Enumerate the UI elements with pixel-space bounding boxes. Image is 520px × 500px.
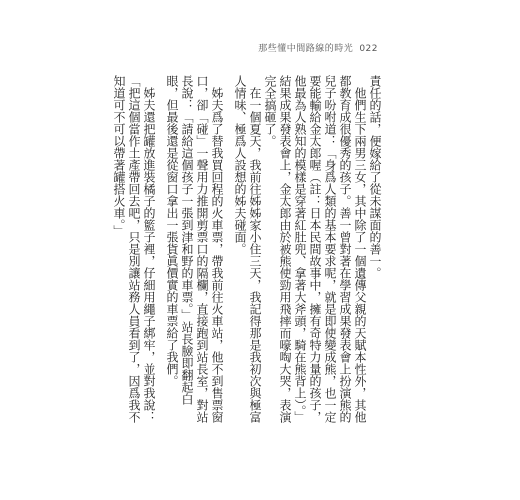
paragraph-4: 姊夫爲了替我買回程的火車票，帶我前往火車站，他不到售票窗口，卻「碰」一聲用力推開剪票口的隔欄，直接跑到站長室，對站長說：「請給這個孩子一張到津和野的車票。」站長臉即翻起白眼，但最後還是從窗口拿出一張貨眞價實的車票給了我們。 (165, 75, 224, 423)
running-title: 那些懂中間路線的時光 (258, 44, 354, 54)
paragraph-5: 姊夫還把罐放進裝橘子的籃子裡，仔細用繩子綁牢，並對我說：「把這個當作土產帶回去吧，只是別讓站務人員看到了，因爲我不知道可不可以帶著罐搭火車。」 (112, 75, 156, 423)
paragraph-1: 責任的話，便嫁給了從未謀面的善一。 (368, 75, 382, 279)
paragraph-2: 他們生下兩男三女，其中除了一個遺傳父親的天賦本性外，其他都教育成很優秀的孩子。善一曾對著在學習成果發表會上扮演熊的兒子吩咐道：「身爲人類的基本要求呢，就是即使變成熊，也一定要能輸給金太郎喔（註：日本民間故事中，擁有奇特力量的孩子，他最為人熟知的模樣是穿著紅肚兜、拿著大斧頭，騎在熊背上）。」結果成果發表會上，金太郎由於被熊使勁用飛摔而嚎啕大哭，表演完全搞砸了。 (263, 75, 367, 423)
page-number: 022 (359, 44, 378, 54)
paragraph-3: 在一個夏天，我前往姊姊家小住三天，我記得那是我初次與極富人情味、極爲人設想的姊夫碰面。 (233, 75, 262, 423)
vertical-text-body (112, 75, 382, 425)
page-header (258, 41, 378, 54)
